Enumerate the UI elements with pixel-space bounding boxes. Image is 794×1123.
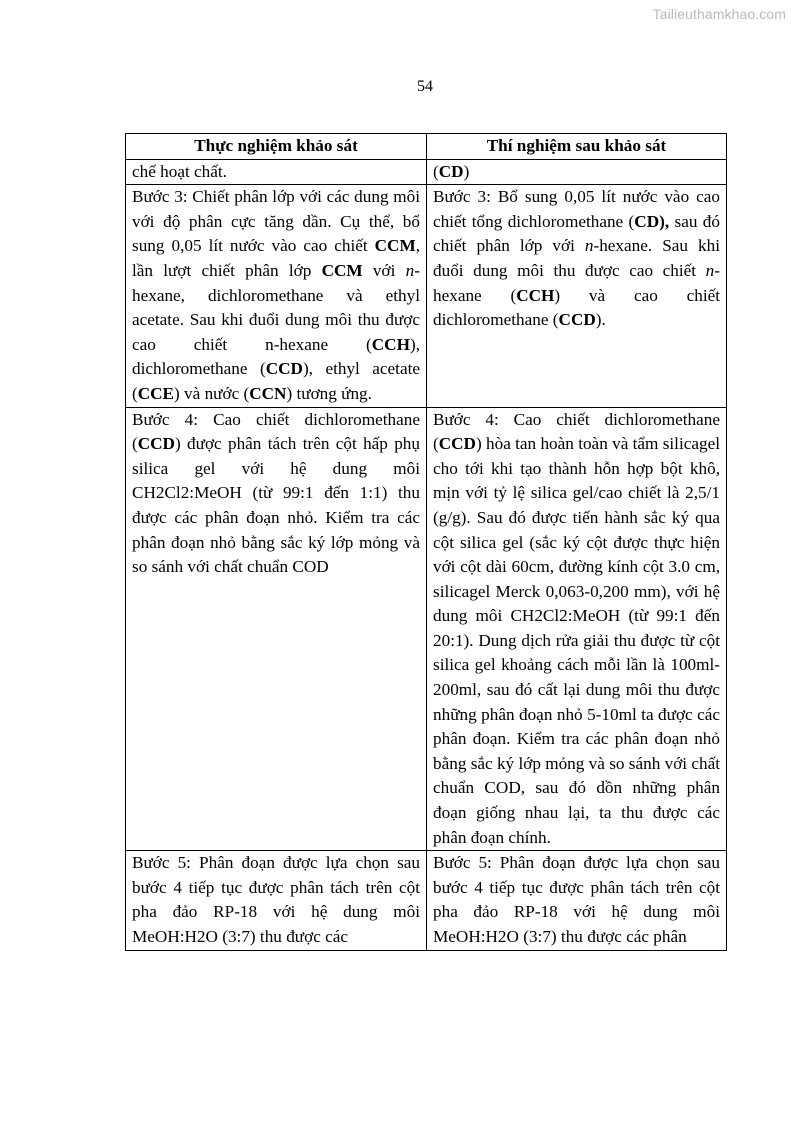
bold-term: CCM [321, 260, 363, 280]
table-header-row [126, 134, 727, 160]
cell-step3-right: Bước 3: Bổ sung 0,05 lít nước vào cao chiết tổng dichloromethane (CD), sau đó chiết phân lớp với n-hexane. Sau khi đuổi dung môi thu được cao chiết n-hexane (CCH) và cao chiết dichloromethane (CCD). [427, 185, 727, 407]
bold-term: CCD [137, 434, 175, 454]
cell-row-0-left: chế hoạt chất. [126, 159, 427, 185]
cell-row-0-right: (CD) [427, 159, 727, 185]
bold-term: CD), [634, 211, 670, 231]
bold-term: CD [438, 161, 464, 181]
cell-step4-right: Bước 4: Cao chiết dichloromethane (CCD) hòa tan hoàn toàn và tẩm silicagel cho tới khi tạo thành hỗn hợp bột khô, mịn với tỷ lệ silica gel/cao chiết là 2,5/1 (g/g). Sau đó được tiến hành sắc ký qua cột silica gel (sắc ký cột được thực hiện với cột dài 60cm, đường kính cột 3.0 cm, silicagel Merck 0,063-0,200 mm), với hệ dung môi CH2Cl2:MeOH (từ 99:1 đến 20:1). Dung dịch rửa giải thu được từ cột silica gel khoảng cách mỗi lần là 100ml-200ml, sau đó cất lại dung môi thu được những phân đoạn nhỏ 5-10ml ta được các phân đoạn. Kiểm tra các phân đoạn nhỏ bằng sắc ký lớp mỏng và so sánh với chất chuẩn COD, sau đó dồn những phân đoạn giống nhau lại, ta thu được các phân đoạn chính. [427, 407, 727, 851]
bold-term: CCE [137, 383, 175, 403]
comparison-table [125, 133, 727, 951]
header-post-survey-experiment: Thí nghiệm sau khảo sát [427, 134, 727, 160]
table-row [126, 159, 727, 185]
italic-term: n [584, 236, 594, 256]
page-number: 54 [417, 78, 433, 95]
cell-step5-left: Bước 5: Phân đoạn được lựa chọn sau bước 4 tiếp tục được phân tách trên cột pha đảo RP-18 với hệ dung môi MeOH:H2O (3:7) thu được các [126, 851, 427, 950]
bold-term: CCN [249, 383, 287, 403]
table-row [126, 851, 727, 950]
bold-term: CCH [371, 334, 410, 354]
table-row [126, 407, 727, 851]
table-row [126, 185, 727, 407]
cell-step3-left: Bước 3: Chiết phân lớp với các dung môi với độ phân cực tăng dần. Cụ thể, bổ sung 0,05 lít nước vào cao chiết CCM, lần lượt chiết phân lớp CCM với n-hexane, dichloromethane và ethyl acetate. Sau khi đuổi dung môi thu được cao chiết n-hexane (CCH), dichloromethane (CCD), ethyl acetate (CCE) và nước (CCN) tương ứng. [126, 185, 427, 407]
italic-term: n [405, 260, 415, 280]
watermark: Tailieuthamkhao.com [652, 6, 786, 22]
header-survey-experiment: Thực nghiệm khảo sát [126, 134, 427, 160]
cell-step5-right: Bước 5: Phân đoạn được lựa chọn sau bước 4 tiếp tục được phân tách trên cột pha đảo RP-18 với hệ dung môi MeOH:H2O (3:7) thu được các phân [427, 851, 727, 950]
bold-term: CCD [438, 434, 476, 454]
bold-term: CCD [558, 310, 596, 330]
cell-step4-left: Bước 4: Cao chiết dichloromethane (CCD) được phân tách trên cột hấp phụ silica gel với hệ dung môi CH2Cl2:MeOH (từ 99:1 đến 1:1) thu được các phân đoạn nhỏ. Kiểm tra các phân đoạn nhỏ bằng sắc ký lớp mỏng và so sánh với chất chuẩn COD [126, 407, 427, 851]
bold-term: CCM [374, 236, 416, 256]
bold-term: CCD [265, 359, 303, 379]
italic-term: n [705, 260, 715, 280]
bold-term: CCH [516, 285, 555, 305]
